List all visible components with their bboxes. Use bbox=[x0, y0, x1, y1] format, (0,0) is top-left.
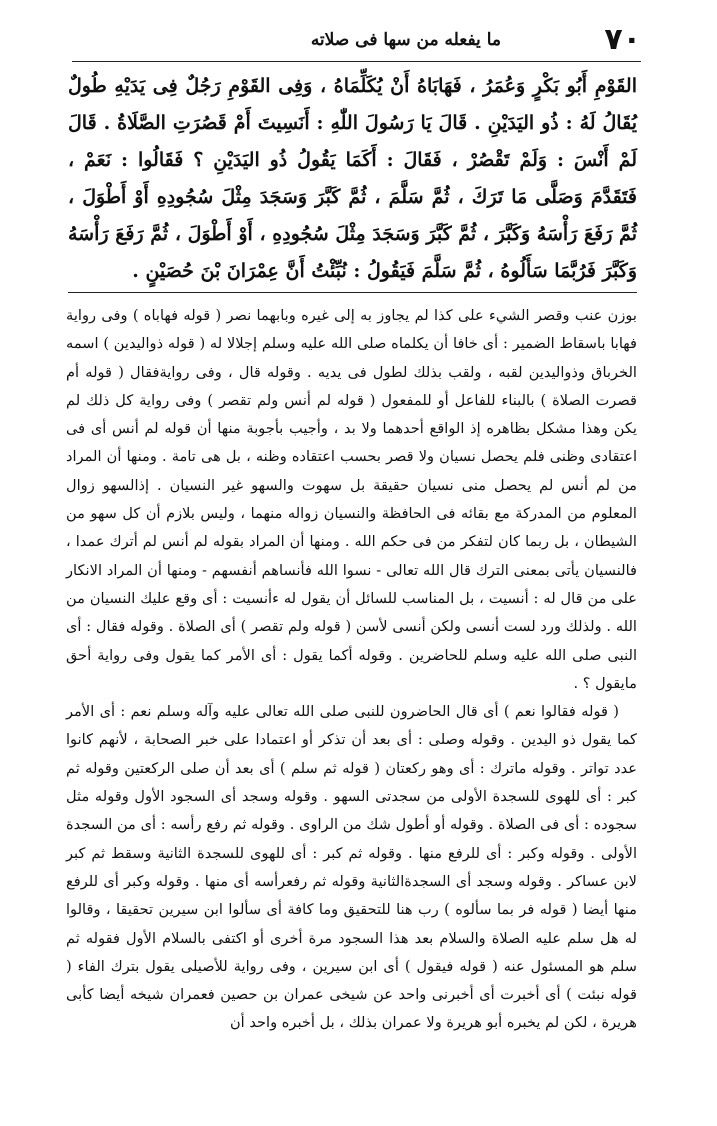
hadith-paragraph: القَوْمِ أَبُو بَكْرٍ وَعُمَرُ ، فَهَابَاهُ أَنْ يُكَلِّمَاهُ ، وَفِى القَوْمِ رَجُلٌ فِى يَدَيْهِ طُولٌ يُقَالُ لَهُ : ذُو اليَدَيْنِ . قَالَ يَا رَسُولَ اللّٰهِ : أَنَسِيتَ أَمْ قَصُرَتِ الصَّلَاةُ . قَالَ لَمْ أَنْسَ : وَلَمْ تَقْصُرْ ، فَقَالَ : أَكَمَا يَقُولُ ذُو اليَدَيْنِ ؟ فَقَالُوا : نَعَمْ ، فَتَقَدَّمَ وَصَلَّى مَا تَرَكَ ، ثُمَّ سَلَّمَ ، ثُمَّ كَبَّرَ وَسَجَدَ مِثْلَ سُجُودِهِ أَوْ أَطْوَلَ ، ثُمَّ رَفَعَ رَأْسَهُ وَكَبَّرَ ، ثُمَّ كَبَّرَ وَسَجَدَ مِثْلَ سُجُودِهِ ، أَوْ أَطْوَلَ ، ثُمَّ رَفَعَ رَأْسَهُ وَكَبَّرَ فَرُبَّمَا سَأَلُوهُ ، ثُمَّ سَلَّمَ فَيَقُولُ : نُبِّئْتُ أَنَّ عِمْرَانَ بْنَ حُصَيْنٍ . bbox=[68, 75, 637, 282]
header-divider bbox=[72, 61, 641, 62]
text-divider bbox=[68, 292, 637, 293]
page-header bbox=[72, 20, 641, 60]
commentary bbox=[66, 302, 637, 1038]
commentary-paragraph-2: ( قوله فقالوا نعم ) أى قال الحاضرون للنبى صلى الله تعالى عليه وآله وسلم نعم : أى الأمر كما يقول ذو اليدين . وقوله وصلى : أى بعد أن تذكر أو اعتمادا على خبر الصحابة ، لأنهم كانوا عدد تواتر . وقوله ماترك : أى وهو ركعتان ( قوله ثم سلم ) أى بعد أن صلى الركعتين وقوله ثم كبر : أى للهوى للسجدة الأولى من سجدتى السهو . وقوله وسجد أى السجود الأول وقوله مثل سجوده : أى فى الصلاة . وقوله أو أطول شك من الراوى . وقوله ثم رفع رأسه : أى من السجدة الأولى . وقوله وكبر : أى للرفع منها . وقوله ثم كبر : أى للهوى للسجدة الثانية وسقط ثم كبر لابن عساكر . وقوله وسجد أى السجدةالثانية وقوله ثم رفعرأسه أى منها . وقوله وكبر أى للرفع منها أيضا ( قوله فر بما سألوه ) رب هنا للتحقيق وما كافة أى سألوا ابن سيرين تحقيقا ، وقالوا له هل سلم عليه الصلاة والسلام بعد هذا السجود مرة أخرى أو اكتفى بالسلام الأول فقوله ثم سلم هو المسئول عنه ( قوله فيقول ) أى ابن سيرين ، وفى رواية للأصيلى يقول بترك الفاء ( قوله نبئت ) أى أخبرت أى أخبرنى واحد عن شيخى عمران بن حصين فعمران شيخه أيضا كأبى هريرة ، لكن لم يخبره أبو هريرة ولا عمران بذلك ، بل أخبره واحد أن bbox=[66, 703, 637, 1032]
commentary-paragraph-1: بوزن عنب وقصر الشيء على كذا لم يجاوز به إلى غيره وبابهما نصر ( قوله فهاباه ) وفى رواية فهابا باسقاط الضمير : أى خافا أن يكلماه صلى الله عليه وسلم إجلالا له ( قوله ذواليدين ) اسمه الخرباق وذواليدين لقبه ، ولقب بذلك لطول فى يديه . وقوله قال ، وفى روايةفقال ( قوله أم قصرت الصلاة ) بالبناء للفاعل أو للمفعول ( قوله لم أنس ولم تقصر ) وفى رواية كل ذلك لم يكن وهذا مشكل بظاهره إذ الواقع أحدهما ولا بد ، وأجيب بأجوبة منها أن قوله لم أنس أى فى اعتقادى وظنى فلم يحصل نسيان ولا قصر بحسب اعتقاده وظنه ، بل هى تامة . ومنها أن المراد من لم أنس لم يحصل منى نسيان حقيقة بل سهوت والسهو غير النسيان . إذالسهو زوال المعلوم من المدركة مع بقائه فى الحافظة والنسيان زواله منهما ، وليس بلازم أن كل سهو من الشيطان ، بل ربما كان لتفكر من فى حكم الله . ومنها أن المراد بقوله لم أنس لم أترك عمدا ، فالنسيان يأتى بمعنى الترك قال الله تعالى - نسوا الله فأنساهم أنفسهم - ومنها أن المراد الانكار على من قال له : أنسيت ، بل المناسب للسائل أن يقول له ءأنسيت : أى وقع عليك النسيان من الله . ولذلك ورد لست أنسى ولكن أنسى لأسن ( قوله ولم تقصر ) أى الصلاة . وقوله فقال : أى النبى صلى الله عليه وسلم للحاضرين . وقوله أكما يقول : أى الأمر كما يقول وفى رواية أحق مايقول ؟ . bbox=[66, 307, 637, 692]
page-number: ٧٠ bbox=[604, 22, 641, 57]
running-title: ما يفعله من سها فى صلاته bbox=[310, 30, 501, 50]
hadith-text bbox=[68, 68, 637, 290]
